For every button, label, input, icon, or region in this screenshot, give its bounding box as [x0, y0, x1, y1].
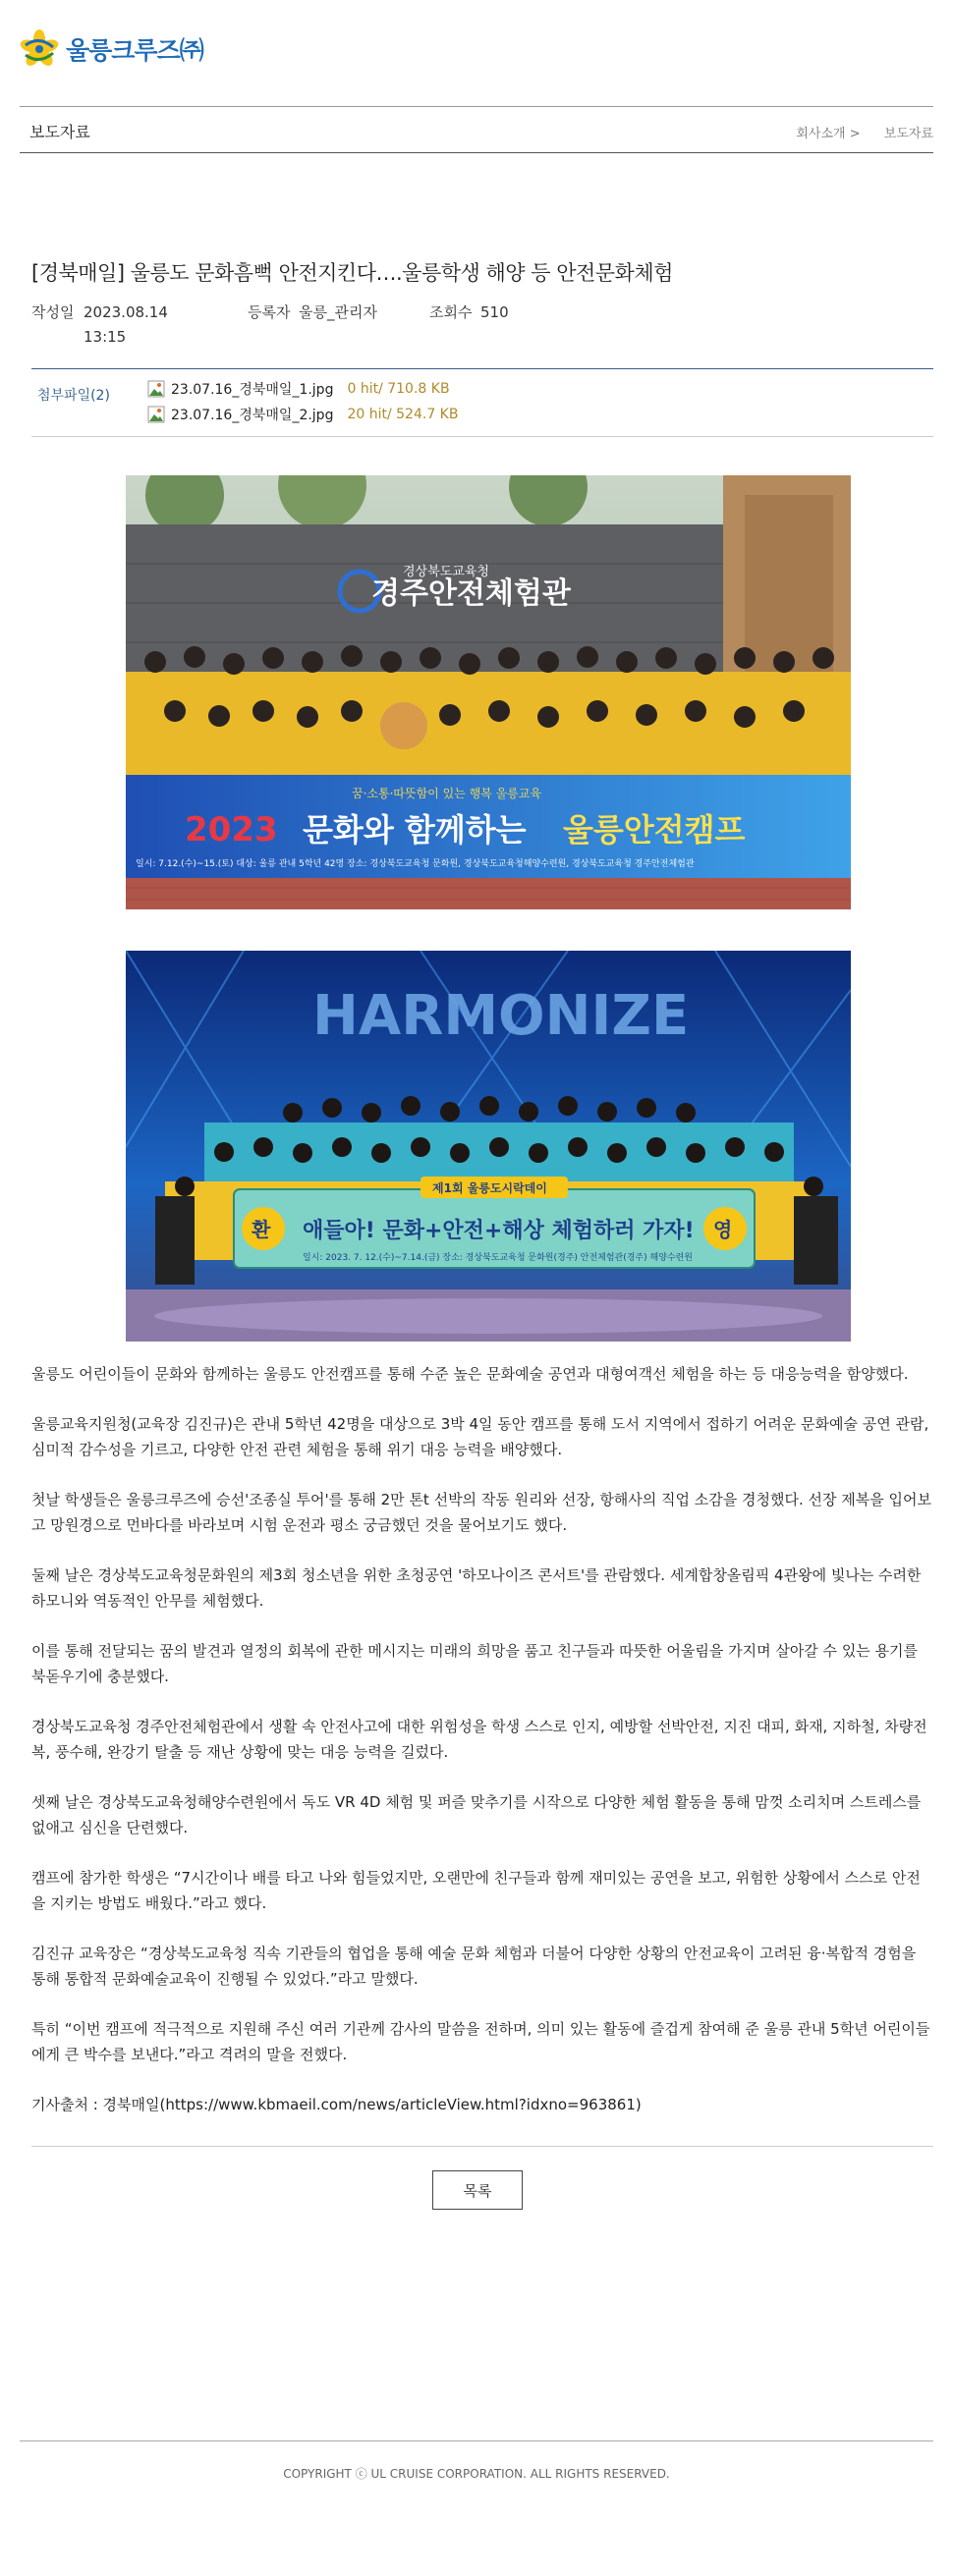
stage-title-text: HARMONIZE — [312, 984, 690, 1048]
body-paragraph: 셋째 날은 경상북도교육청해양수련원에서 독도 VR 4D 체험 및 퍼즐 맞추기를 시작으로 다양한 체험 활동을 통해 맘껏 소리치며 스트레스를 없애고 심신을 단련했다. — [31, 1793, 922, 1836]
date-label: 작성일 — [31, 303, 75, 321]
banner-text-b: 울릉안전캠프 — [563, 811, 746, 849]
banner-main-text: 애들아! 문화+안전+해상 체험하러 가자! — [303, 1219, 695, 1243]
site-logo[interactable] — [20, 29, 203, 69]
list-button[interactable]: 목록 — [432, 2170, 523, 2210]
sign-small-text: 경상북도교육청 — [403, 565, 489, 579]
banner-text-a: 문화와 함께하는 — [303, 811, 527, 849]
site-header — [0, 0, 953, 106]
breadcrumb-item-company[interactable]: 회사소개 > — [796, 127, 861, 141]
flower-logo-icon — [20, 29, 59, 69]
author-label: 등록자 — [248, 303, 291, 321]
author-value: 울릉_관리자 — [299, 303, 377, 321]
brand-name: 울릉크루즈㈜ — [66, 36, 203, 65]
article-source: 기사출처 : 경북매일(https://www.kbmaeil.com/news/articleView.html?idxno=963861) — [31, 2096, 642, 2113]
attachment-file[interactable] — [147, 405, 458, 424]
banner-left-text: 환 — [252, 1218, 271, 1241]
banner-right-text: 영 — [713, 1218, 733, 1241]
body-paragraph: 첫날 학생들은 울릉크루즈에 승선'조종실 투어'를 통해 2만 톤t 선박의 작동 원리와 선장, 항해사의 직업 소감을 경청했다. 선장 제복을 입어보고 망원경으로 먼바다를 바라보며 시험 운전과 평소 궁금했던 것을 물어보기도 했다. — [31, 1491, 931, 1534]
camp-group-photo — [126, 475, 851, 909]
banner-top-text: 꿈·소통·따뜻함이 있는 행복 울릉교육 — [352, 787, 541, 800]
body-paragraph: 울릉교육지원청(교육장 김진규)은 관내 5학년 42명을 대상으로 3박 4일 동안 캠프를 통해 도서 지역에서 접하기 어려운 문화예술 공연 관람, 심미적 감수성을 기르고, 다양한 안전 관련 체험을 통해 위기 대응 능력을 배양했다. — [31, 1415, 929, 1458]
image-file-icon — [147, 380, 165, 398]
banner-small-text: 일시: 7.12.(수)~15.(토) 대상: 울릉 관내 5학년 42명 장소: 경상북도교육청 문화원, 경상북도교육청해양수련원, 경상북도교육청 경주안전체험관 — [136, 859, 695, 869]
body-paragraph: 경상북도교육청 경주안전체험관에서 생활 속 안전사고에 대한 위험성을 학생 스스로 인지, 예방할 선박안전, 지진 대피, 화재, 지하철, 차량전복, 풍수해, 완강기 탈출 등 재난 상황에 맞는 대응 능력을 길렀다. — [31, 1718, 927, 1761]
footer-copyright: COPYRIGHT ⓒ UL CRUISE CORPORATION. ALL RIGHTS RESERVED. — [283, 2467, 670, 2481]
body-paragraph: 둘째 날은 경상북도교육청문화원의 제3회 청소년을 위한 초청공연 '하모나이즈 콘서트'를 관람했다. 세계합창올림픽 4관왕에 빛나는 수려한 하모니와 역동적인 안무를 체험했다. — [31, 1566, 922, 1610]
banner-top-text: 제1회 울릉도시락데이 — [432, 1181, 547, 1195]
divider — [31, 2146, 933, 2147]
footer-divider — [20, 2440, 933, 2441]
breadcrumb — [776, 123, 933, 141]
date-value: 2023.08.14 — [84, 303, 168, 321]
body-paragraph: 이를 통해 전달되는 꿈의 발견과 열정의 회복에 관한 메시지는 미래의 희망을 품고 친구들과 따뜻한 어울림을 가지며 살아갈 수 있는 용기를 북돋우기에 충분했다. — [31, 1642, 919, 1685]
body-paragraph: 특히 “이번 캠프에 적극적으로 지원해 주신 여러 기관께 감사의 말씀을 전하며, 의미 있는 활동에 즐겁게 참여해 준 울릉 관내 5학년 어린이들에게 큰 박수를 보낸다.”라고 격려의 말을 전했다. — [31, 2020, 930, 2063]
time-value: 13:15 — [84, 328, 127, 346]
attachment-filename: 23.07.16_경북매일_2.jpg — [171, 408, 334, 423]
banner-small-text: 일시: 2023. 7. 12.(수)~7.14.(금) 장소: 경상북도교육청 문화원(경주) 안전체험관(경주) 해양수련원 — [303, 1253, 693, 1263]
attachments-label: 첨부파일(2) — [37, 388, 110, 404]
views-value: 510 — [480, 303, 509, 321]
body-paragraph: 캠프에 참가한 학생은 “7시간이나 배를 타고 나와 힘들었지만, 오랜만에 친구들과 함께 재미있는 공연을 보고, 위험한 상황에서 스스로 안전을 지키는 방법도 배웠다.”라고 했다. — [31, 1869, 921, 1912]
banner-year-text: 2023 — [185, 810, 278, 850]
attachment-filename: 23.07.16_경북매일_1.jpg — [171, 382, 334, 398]
body-paragraph: 김진규 교육장은 “경상북도교육청 직속 기관들의 협업을 통해 예술 문화 체험과 더불어 다양한 상황의 안전교육이 고려된 융·복합적 경험을 통해 통합적 문화예술교육이 진행될 수 있었다.”라고 말했다. — [31, 1945, 917, 1988]
sign-main-text: 경주안전체험관 — [371, 576, 571, 611]
breadcrumb-item-press[interactable]: 보도자료 — [883, 127, 933, 141]
image-file-icon — [147, 406, 165, 423]
attachments-section — [31, 368, 933, 437]
views-label: 조회수 — [429, 303, 473, 321]
body-paragraph: 울릉도 어린이들이 문화와 함께하는 울릉도 안전캠프를 통해 수준 높은 문화예술 공연과 대형여객선 체험을 하는 등 대응능력을 함양했다. — [31, 1365, 909, 1383]
concert-group-photo — [126, 951, 851, 1342]
article-title: [경북매일] 울릉도 문화흠뻑 안전지킨다….울릉학생 해양 등 안전문화체험 — [31, 261, 673, 285]
attachment-info: 20 hit/ 524.7 KB — [347, 407, 459, 422]
article-body — [31, 1361, 933, 2142]
article-photo-2 — [126, 951, 851, 1342]
section-title: 보도자료 — [29, 123, 90, 141]
attachment-info: 0 hit/ 710.8 KB — [347, 381, 450, 397]
article-photo-1 — [126, 475, 851, 909]
section-bar — [20, 106, 933, 153]
attachment-file[interactable] — [147, 379, 450, 399]
